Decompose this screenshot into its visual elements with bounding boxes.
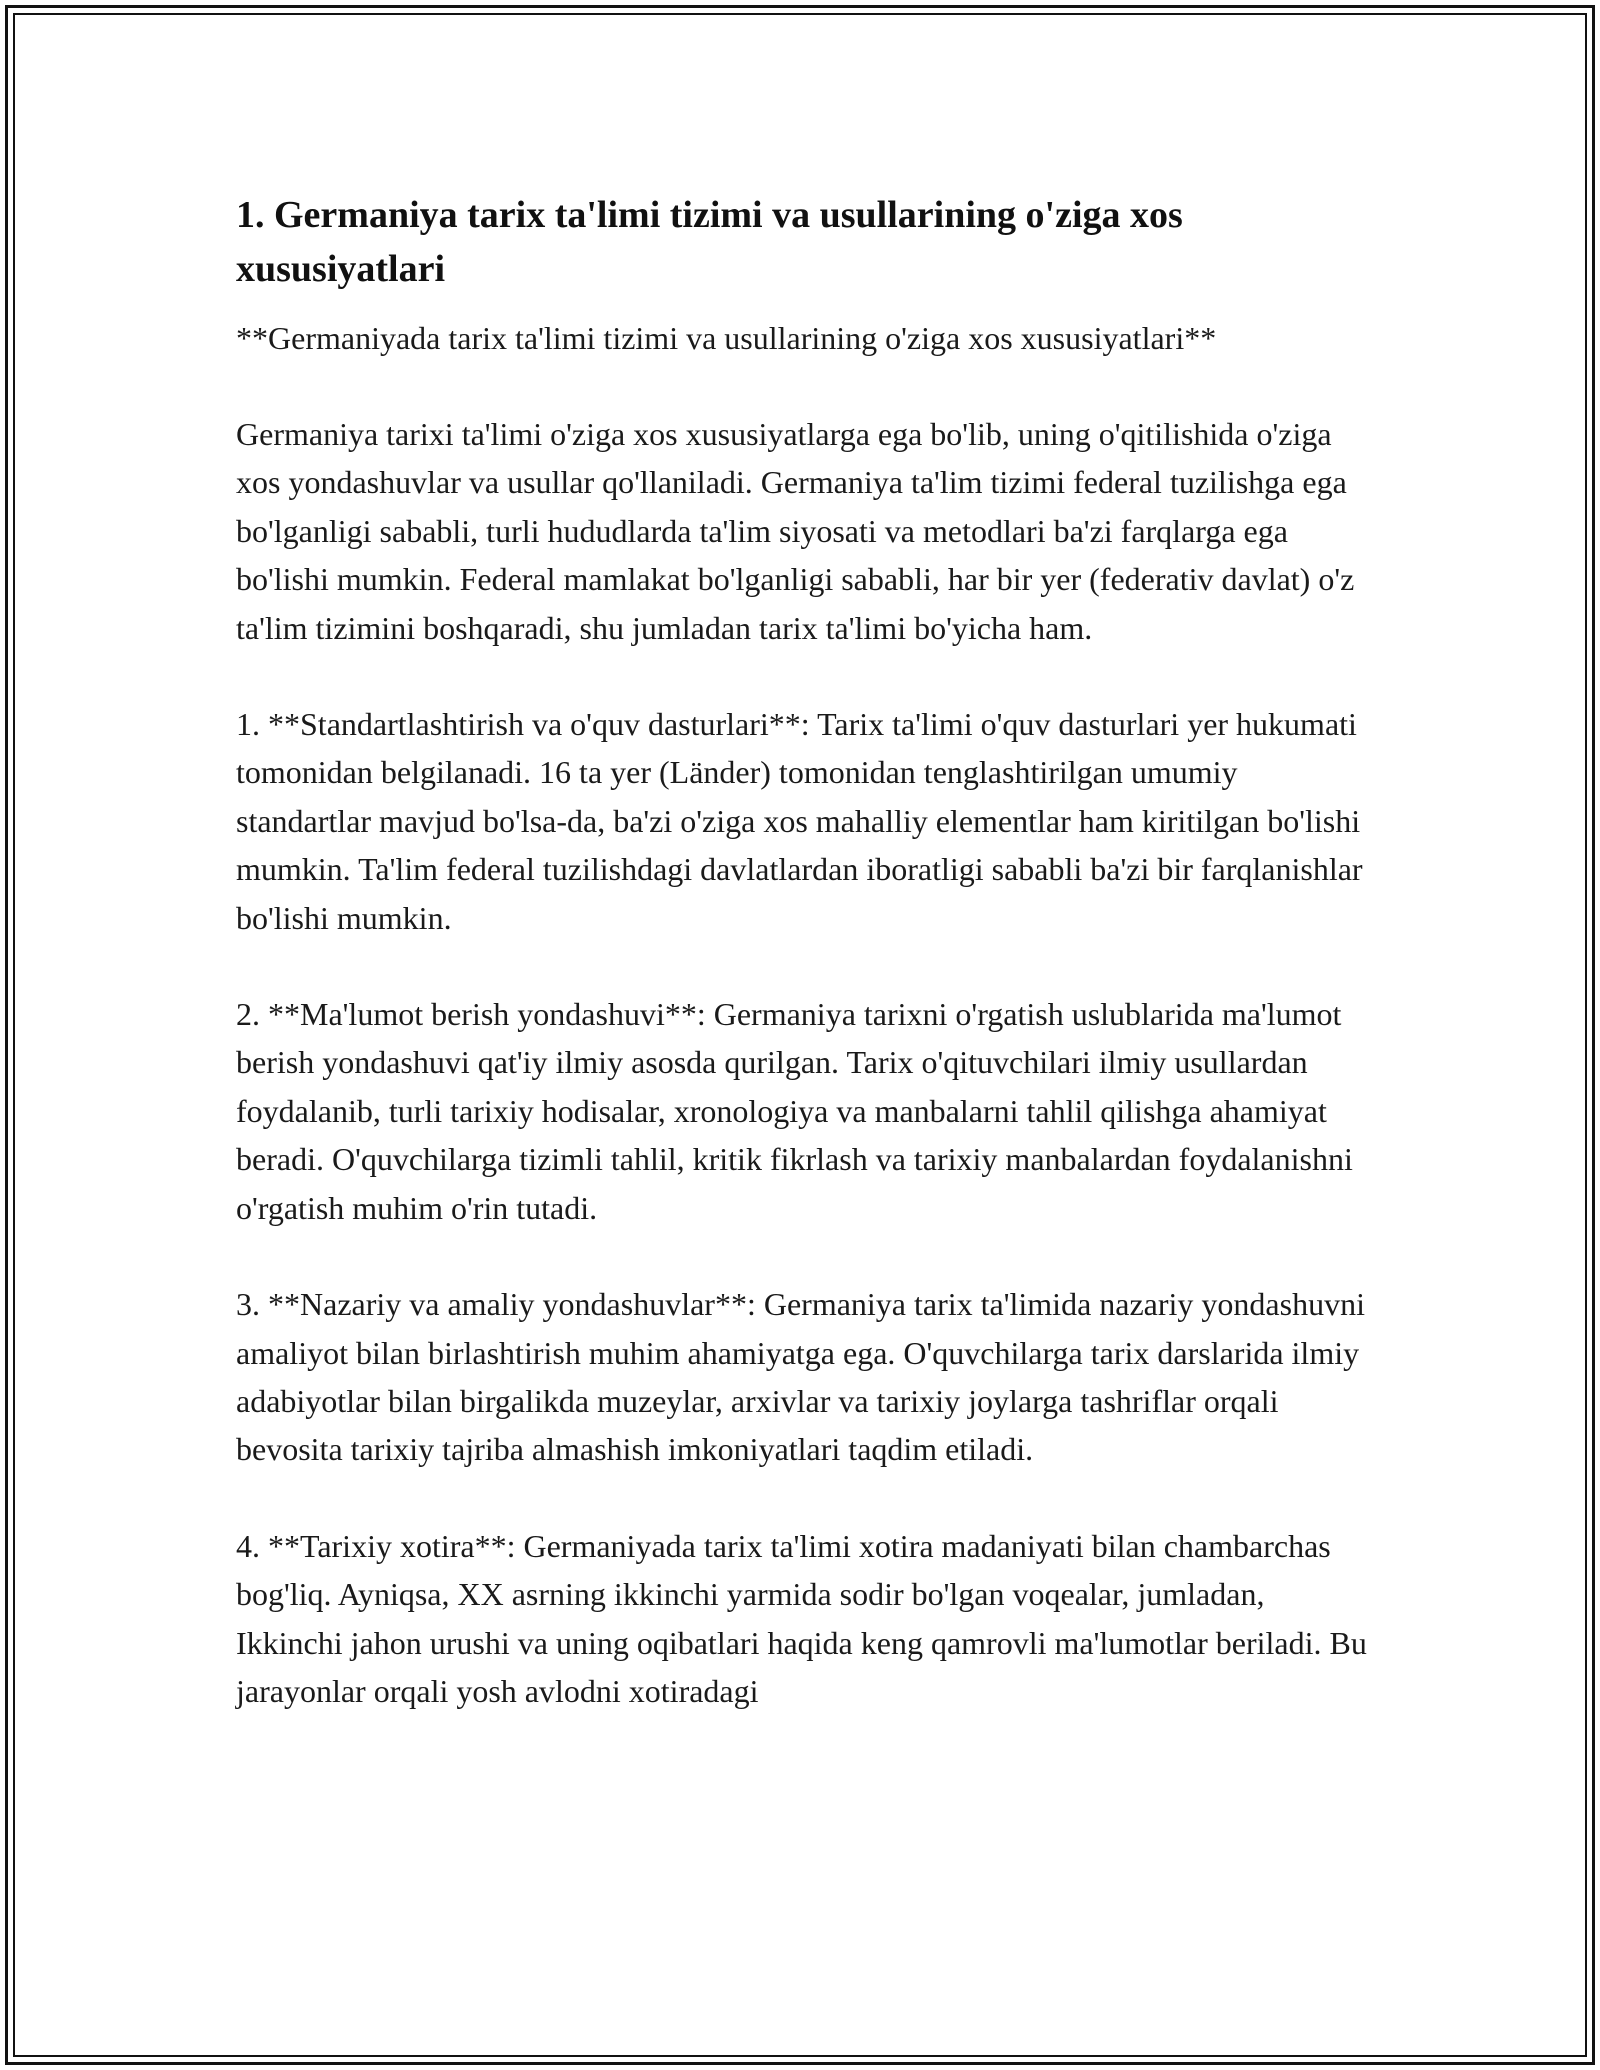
paragraph-historical-memory: 4. **Tarixiy xotira**: Germaniyada tarix ta'limi xotira madaniyati bilan chambarchas bog'liq. Ayniqsa, XX asrning ikkinchi yarmida sodir bo'lgan voqealar, jumladan, Ikkinchi jahon urushi va uning oqibatlari haqida keng qamrovli ma'lumotlar beriladi. Bu jarayonlar orqali yosh avlodni xotiradagi (236, 1527, 1367, 1709)
document-title: 1. Germaniya tarix ta'limi tizimi va usullarining o'ziga xos xususiyatlari (236, 194, 1183, 290)
paragraph-theory-practice: 3. **Nazariy va amaliy yondashuvlar**: Germaniya tarix ta'limida nazariy yondashuvni amaliyot bilan birlashtirish muhim ahamiyatga ega. O'quvchilarga tarix darslarida ilmiy adabiyotlar bilan birgalikda muzeylar, arxivlar va tarixiy joylarga tashriflar orqali bevosita tarixiy tajriba almashish imkoniyatlari taqdim etiladi. (236, 1286, 1365, 1468)
paragraph-standardization: 1. **Standartlashtirish va o'quv dasturlari**: Tarix ta'limi o'quv dasturlari yer hukumati tomonidan belgilanadi. 16 ta yer (Länder) tomonidan tenglashtirilgan umumiy standartlar mavjud bo'lsa-da, ba'zi o'ziga xos mahalliy elementlar ham kiritilgan bo'lishi mumkin. Ta'lim federal tuzilishdagi davlatlardan iboratligi sababli ba'zi bir farqlanishlar bo'lishi mumkin. (236, 706, 1363, 936)
paragraph-intro: Germaniya tarixi ta'limi o'ziga xos xususiyatlarga ega bo'lib, uning o'qitilishida o'ziga xos yondashuvlar va usullar qo'llaniladi. Germaniya ta'lim tizimi federal tuzilishga ega bo'lganligi sababli, turli hududlarda ta'lim siyosati va metodlari ba'zi farqlarga ega bo'lishi mumkin. Federal mamlakat bo'lganligi sababli, har bir yer (federativ davlat) o'z ta'lim tizimini boshqaradi, shu jumladan tarix ta'limi bo'yicha ham. (236, 416, 1355, 646)
paragraph-information-approach: 2. **Ma'lumot berish yondashuvi**: Germaniya tarixni o'rgatish uslublarida ma'lumot berish yondashuvi qat'iy ilmiy asosda qurilgan. Tarix o'qituvchilari ilmiy usullardan foydalanib, turli tarixiy hodisalar, xronologiya va manbalarni tahlil qilishga ahamiyat beradi. O'quvchilarga tizimli tahlil, kritik fikrlash va tarixiy manbalardan foydalanishni o'rgatish muhim o'rin tutadi. (236, 996, 1353, 1226)
document-page (236, 188, 1376, 1715)
document-subtitle: **Germaniyada tarix ta'limi tizimi va usullarining o'ziga xos xususiyatlari** (236, 320, 1217, 356)
